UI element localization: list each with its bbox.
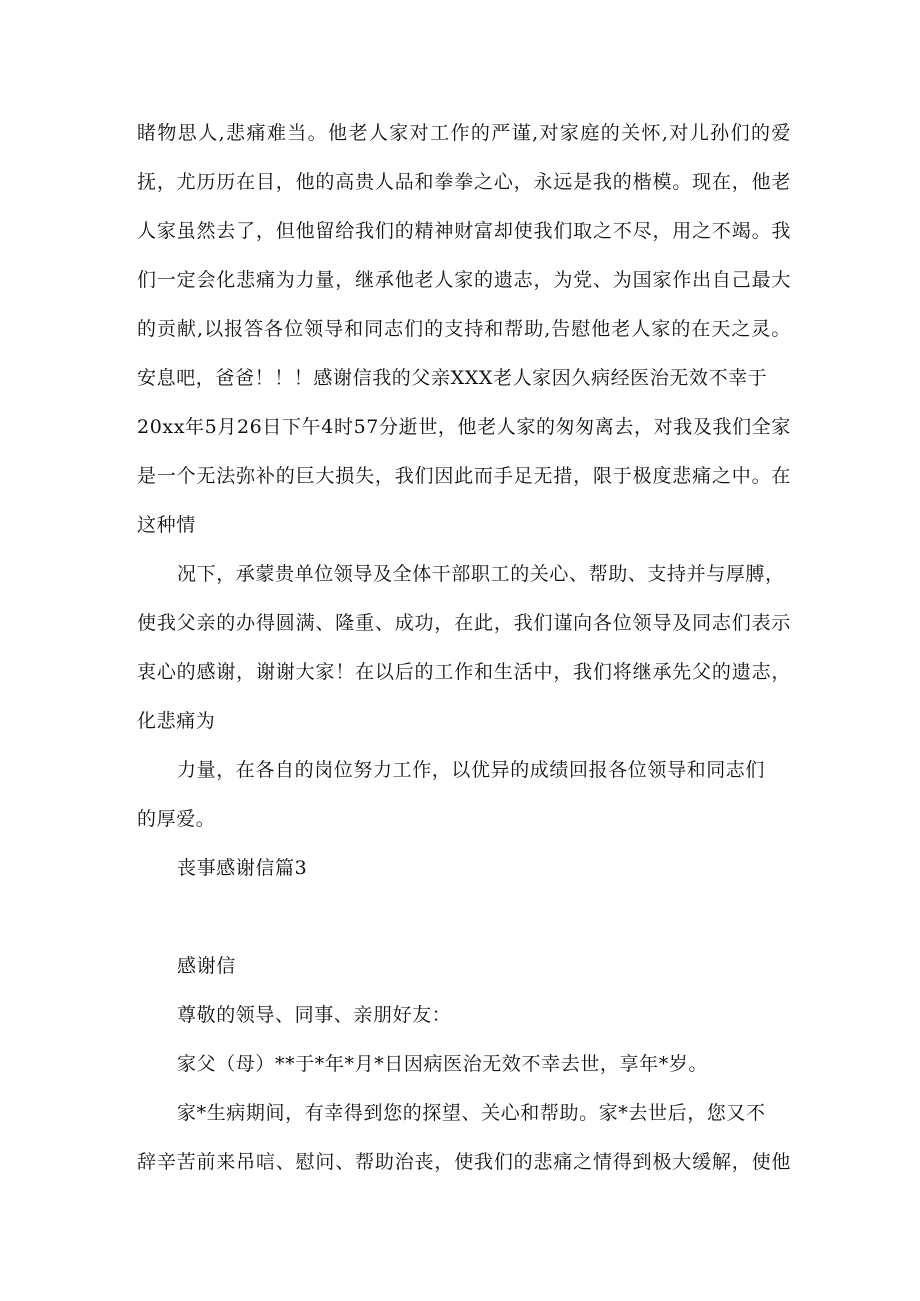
salutation: 尊敬的领导、同事、亲朋好友： <box>177 1004 452 1026</box>
text-line: 抚，尤历历在目，他的高贵人品和拳拳之心，永远是我的楷模。现在，他老 <box>137 171 791 193</box>
text-line: 安息吧，爸爸！！！感谢信我的父亲XXX老人家因久病经医治无效不幸于 <box>137 367 768 389</box>
text-line: 家*生病期间，有幸得到您的探望、关心和帮助。家*去世后，您又不 <box>177 1102 766 1124</box>
text-line: 这种情 <box>137 514 196 536</box>
text-line: 是一个无法弥补的巨大损失，我们因此而手足无措，限于极度悲痛之中。在 <box>137 465 791 487</box>
text-line: 辞辛苦前来吊唁、慰问、帮助治丧，使我们的悲痛之情得到极大缓解，使他 <box>137 1151 791 1173</box>
text-line: 的厚爱。 <box>137 808 216 830</box>
text-line: 家父（母）**于*年*月*日因病医治无效不幸去世，享年*岁。 <box>177 1053 709 1075</box>
text-line: 使我父亲的办得圆满、隆重、成功，在此，我们谨向各位领导及同志们表示 <box>137 612 791 634</box>
text-line: 睹物思人,悲痛难当。他老人家对工作的严谨,对家庭的关怀,对儿孙们的爱 <box>137 122 791 144</box>
text-line: 衷心的感谢，谢谢大家！在以后的工作和生活中，我们将继承先父的遗志， <box>137 661 791 683</box>
text-line: 的贡献,以报答各位领导和同志们的支持和帮助,告慰他老人家的在天之灵。 <box>137 318 791 340</box>
section-heading: 丧事感谢信篇3 <box>177 857 308 879</box>
letter-title: 感谢信 <box>177 955 236 977</box>
text-line: 们一定会化悲痛为力量，继承他老人家的遗志，为党、为国家作出自己最大 <box>137 269 791 291</box>
text-line: 化悲痛为 <box>137 710 216 732</box>
text-line: 20xx年5月26日下午4时57分逝世，他老人家的匆匆离去，对我及我们全家 <box>137 416 791 438</box>
text-line: 人家虽然去了，但他留给我们的精神财富却使我们取之不尽，用之不竭。我 <box>137 220 791 242</box>
text-line: 况下，承蒙贵单位领导及全体干部职工的关心、帮助、支持并与厚膊， <box>177 563 785 585</box>
text-line: 力量，在各自的岗位努力工作，以优异的成绩回报各位领导和同志们 <box>177 759 766 781</box>
